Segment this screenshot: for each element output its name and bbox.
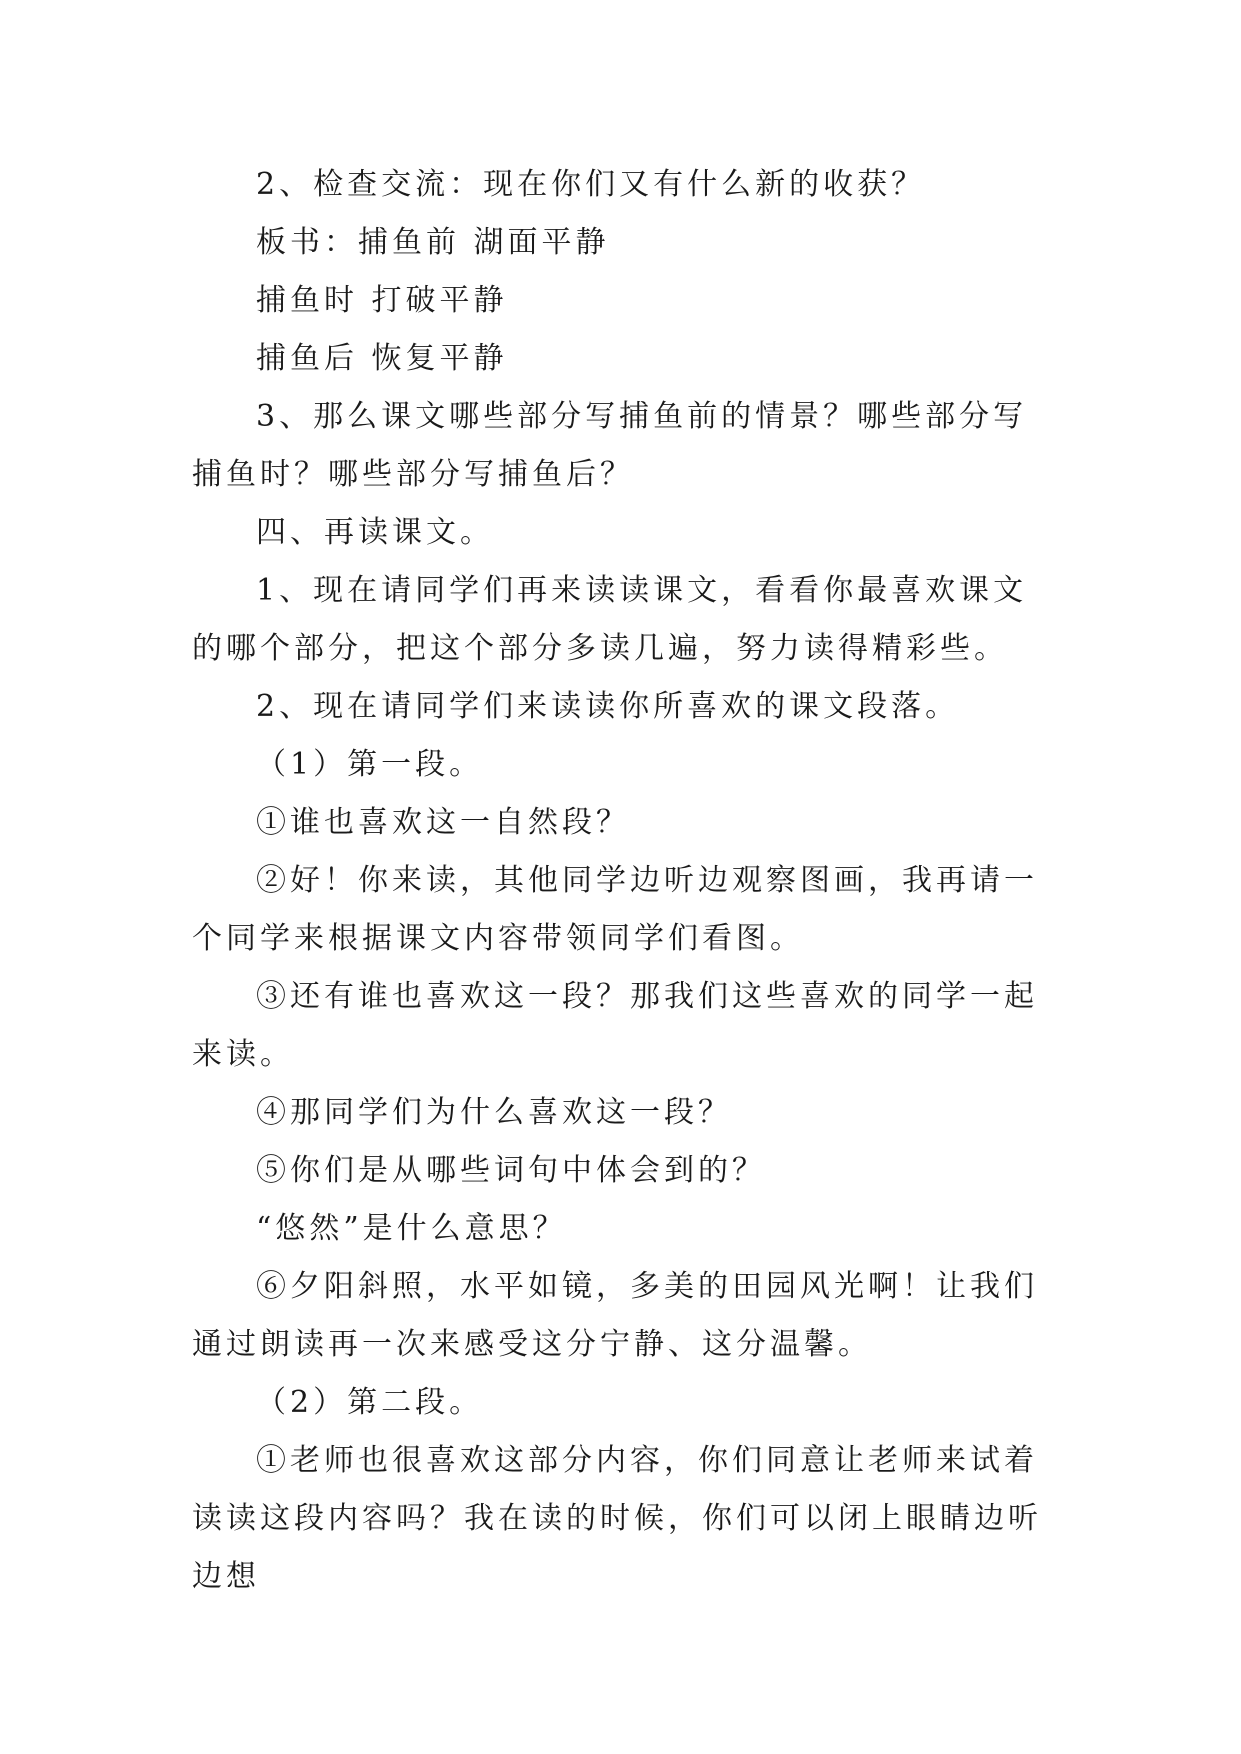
paragraph: ④那同学们为什么喜欢这一段？ [256,1095,732,1130]
paragraph: 1、现在请同学们再来读读课文，看看你最喜欢课文的哪个部分，把这个部分多读几遍，努力读得精彩些。 [192,573,1028,666]
paragraph: 四、再读课文。 [256,515,494,550]
paragraph: “悠然”是什么意思？ [256,1211,567,1246]
paragraph: 2、现在请同学们来读读你所喜欢的课文段落。 [256,689,960,724]
paragraph: （2）第二段。 [256,1385,484,1420]
paragraph: ⑥夕阳斜照，水平如镜，多美的田园风光啊！让我们通过朗读再一次来感受这分宁静、这分温馨。 [192,1269,1038,1362]
paragraph: 捕鱼后 恢复平静 [256,341,508,376]
paragraph: ③还有谁也喜欢这一段？那我们这些喜欢的同学一起来读。 [192,979,1038,1072]
paragraph: ①谁也喜欢这一自然段？ [256,805,630,840]
paragraph: ⑤你们是从哪些词句中体会到的？ [256,1153,766,1188]
paragraph: ②好！你来读，其他同学边听边观察图画，我再请一个同学来根据课文内容带领同学们看图。 [192,863,1038,956]
paragraph: 3、那么课文哪些部分写捕鱼前的情景？哪些部分写捕鱼时？哪些部分写捕鱼后？ [192,399,1028,492]
paragraph: 2、检查交流：现在你们又有什么新的收获？ [256,167,926,202]
paragraph: 板书：捕鱼前 湖面平静 [256,225,610,260]
paragraph: ①老师也很喜欢这部分内容，你们同意让老师来试着读读这段内容吗？我在读的时候，你们可以闭上眼睛边听边想 [192,1443,1042,1594]
paragraph: 捕鱼时 打破平静 [256,283,508,318]
paragraph: （1）第一段。 [256,747,484,782]
body-text [192,156,1058,1606]
